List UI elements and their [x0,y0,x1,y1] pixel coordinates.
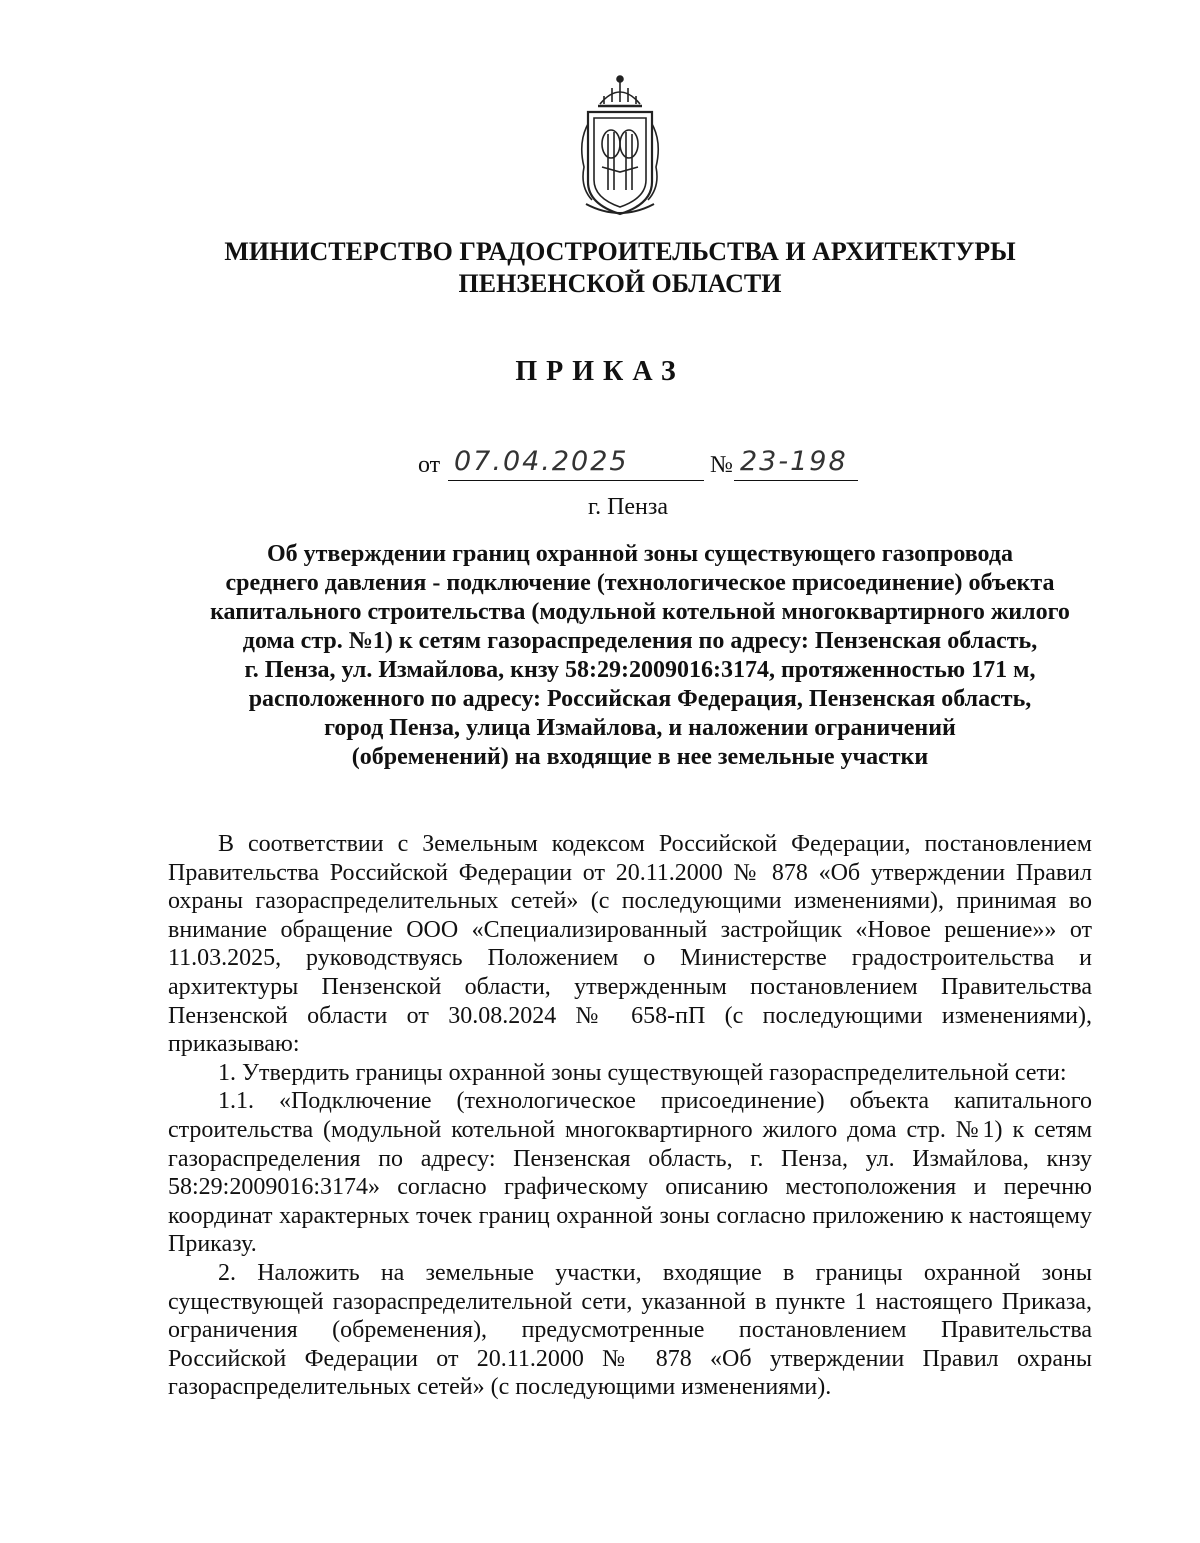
title-line: город Пенза, улица Измайлова, и наложении ограничений [324,715,956,741]
title-line: расположенного по адресу: Российская Федерация, Пензенская область, [248,686,1032,712]
ministry-line-1: МИНИСТЕРСТВО ГРАДОСТРОИТЕЛЬСТВА И АРХИТЕКТУРЫ [224,237,1016,266]
title-line: (обременений) на входящие в нее земельные участки [351,744,929,770]
document-body [168,830,1092,1402]
title-line: капитального строительства (модульной котельной многоквартирного жилого [210,599,1070,625]
date-value: 07.04.2025 [448,446,704,481]
order-date-number [418,446,858,482]
title-line: дома стр. №1) к сетям газораспределения по адресу: Пензенская область, [242,628,1038,654]
number-label: № [710,452,733,478]
document-type: ПРИКАЗ [515,356,685,387]
body-paragraph-item-2: 2. Наложить на земельные участки, входящие в границы охранной зоны существующей газораспределительной сети, указанной в пункте 1 настоящего Приказа, ограничения (обременения), предусмотренные постановлением Правительства Российской Федерации от 20.11.2000 № 878 «Об утверждении Правил охраны газораспределительных сетей» (с последующими изменениями). [168,1259,1092,1401]
title-line: Об утверждении границ охранной зоны существующего газопровода [266,541,1014,567]
title-line: г. Пенза, ул. Измайлова, кнзу 58:29:2009016:3174, протяженностью 171 м, [244,657,1036,683]
city-line [0,494,1200,521]
body-paragraph-item-1: 1. Утвердить границы охранной зоны существующей газораспределительной сети: [218,1059,1067,1086]
penza-coat-of-arms-icon [570,72,670,222]
number-value: 23-198 [734,446,858,481]
date-label: от [418,452,441,478]
city: г. Пенза [587,494,669,520]
document-title [160,540,1120,772]
title-line: среднего давления - подключение (технологическое присоединение) объекта [225,570,1055,596]
ministry-heading [0,236,1200,300]
body-paragraph-item-1-1: 1.1. «Подключение (технологическое присоединение) объекта капитального строительства (модульной котельной многоквартирного жилого дома стр. №1) к сетям газораспределения по адресу: Пензенская область, г. Пенза, ул. Измайлова, кнзу 58:29:2009016:3174» согласно графическому описанию местоположения и перечню координат характерных точек границ охранной зоны согласно приложению к настоящему Приказу. [168,1088,1092,1258]
body-paragraph-preamble: В соответствии с Земельным кодексом Российской Федерации, постановлением Правительства Российской Федерации от 20.11.2000 № 878 «Об утверждении Правил охраны газораспределительных сетей» (с последующими изменениями), принимая во внимание обращение ООО «Специализированный застройщик «Новое решение»» от 11.03.2025, руководствуясь Положением о Министерстве градостроительства и архитектуры Пензенской области, утвержденным постановлением Правительства Пензенской области от 30.08.2024 № 658-пП (с последующими изменениями), приказываю: [168,831,1092,1058]
ministry-line-2: ПЕНЗЕНСКОЙ ОБЛАСТИ [458,269,782,298]
